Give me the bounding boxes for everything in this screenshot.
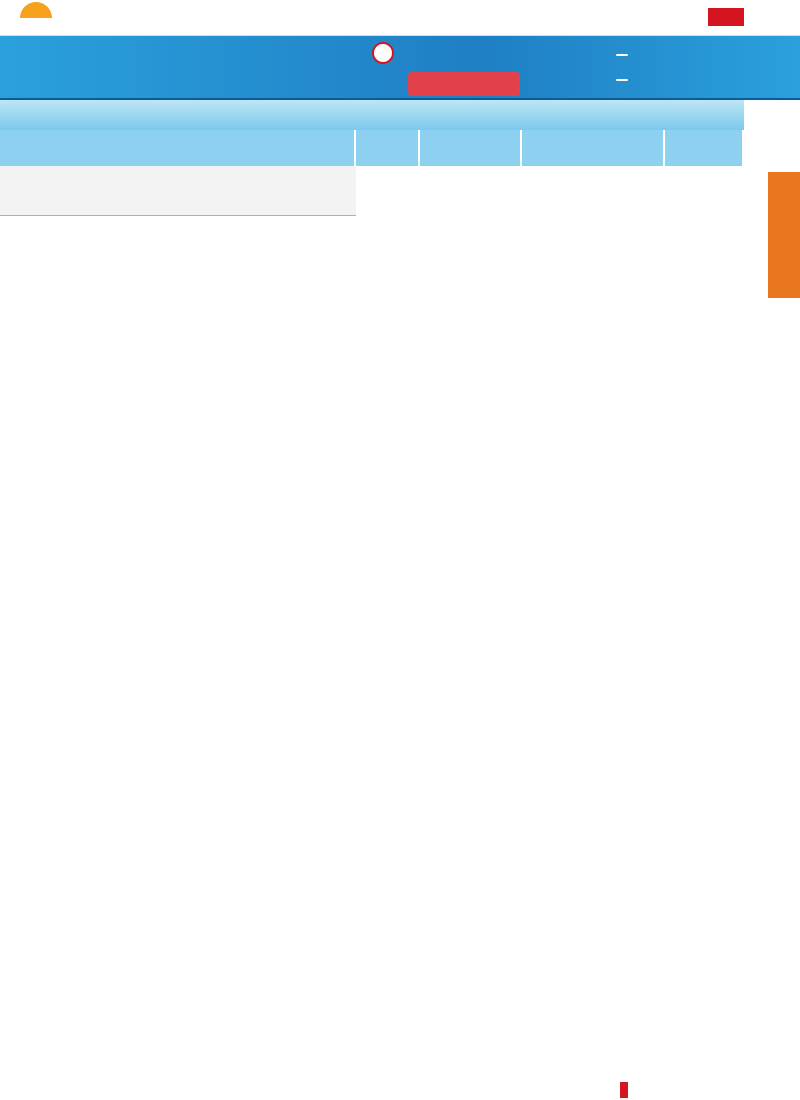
col-airline bbox=[356, 130, 420, 166]
banner bbox=[0, 36, 800, 100]
side-tab bbox=[768, 172, 800, 298]
footer-province bbox=[620, 1082, 628, 1098]
footer bbox=[0, 1082, 800, 1100]
badge-pill bbox=[616, 54, 628, 56]
badge-pill bbox=[616, 79, 628, 81]
sun-icon bbox=[20, 2, 52, 18]
brand-logo[interactable] bbox=[4, 2, 70, 34]
top-bar bbox=[0, 0, 800, 36]
col-market-price bbox=[665, 130, 744, 166]
airline-logo-icon bbox=[372, 42, 394, 64]
section-header bbox=[0, 100, 744, 130]
col-date bbox=[420, 130, 522, 166]
promo-logo bbox=[408, 72, 520, 96]
ad-badge bbox=[708, 8, 744, 26]
col-route bbox=[0, 130, 356, 166]
tour-row[interactable] bbox=[0, 166, 356, 216]
col-peer-price bbox=[522, 130, 665, 166]
